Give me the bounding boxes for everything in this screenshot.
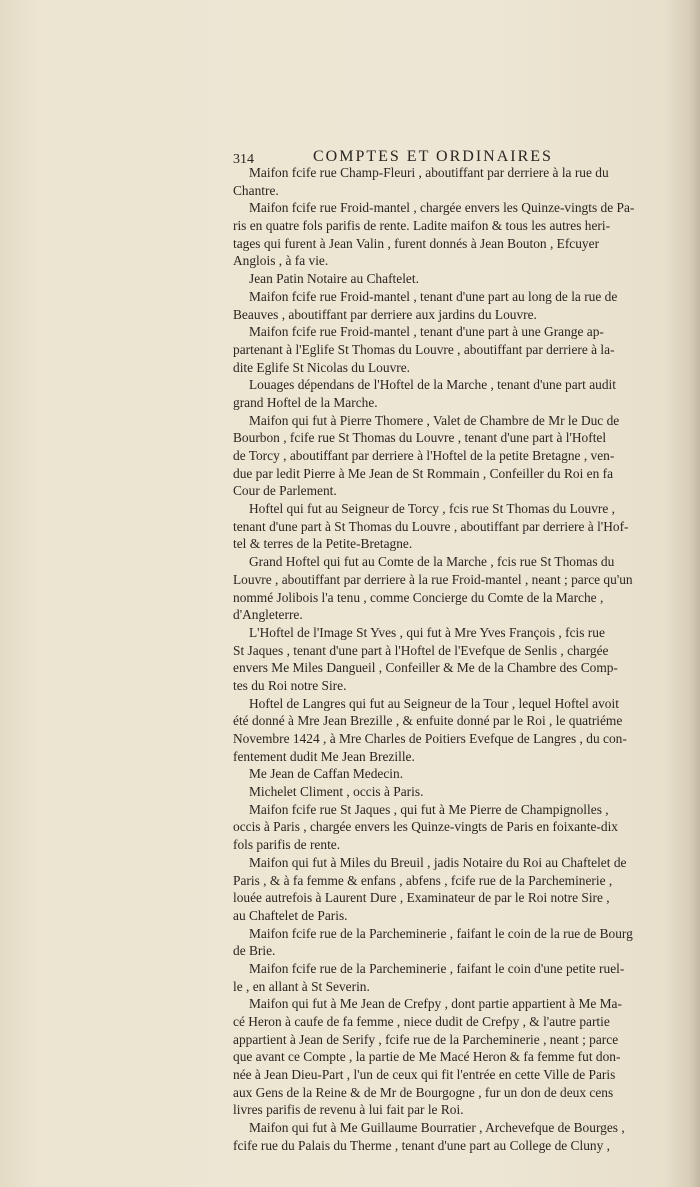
text-line: tes du Roi notre Sire. xyxy=(233,677,347,693)
text-line: Maifon fcife rue Froid-mantel , chargée envers les Quinze-vingts de Pa- xyxy=(249,200,635,216)
text-body xyxy=(233,164,669,1155)
text-line: Maifon fcife rue Froid-mantel , tenant d'une part au long de la rue de xyxy=(249,288,618,304)
text-line: de Brie. xyxy=(233,943,276,959)
text-line: fentement dudit Me Jean Brezille. xyxy=(233,748,415,764)
text-line: Maifon fcife rue de la Parcheminerie , faifant le coin d'une petite ruel- xyxy=(249,960,625,976)
text-line: tel & terres de la Petite-Bretagne. xyxy=(233,536,413,552)
text-line: Anglois , à fa vie. xyxy=(233,253,329,269)
text-line: Maifon qui fut à Me Jean de Crefpy , dont partie appartient à Me Ma- xyxy=(249,996,622,1012)
text-line: L'Hoftel de l'Image St Yves , qui fut à Mre Yves François , fcis rue xyxy=(249,624,605,640)
text-line: Chantre. xyxy=(233,182,279,198)
binding-shadow xyxy=(664,0,700,1187)
text-line: Maifon fcife rue St Jaques , qui fut à Me Pierre de Champignolles , xyxy=(249,801,609,817)
text-line: Maifon fcife rue Champ-Fleuri , aboutiffant par derriere à la rue du xyxy=(249,165,609,180)
text-line: Jean Patin Notaire au Chaftelet. xyxy=(249,271,419,287)
text-line: Paris , & à fa femme & enfans , abfens , fcife rue de la Parcheminerie , xyxy=(233,872,613,888)
text-line: fcife rue du Palais du Therme , tenant d'une part au College de Cluny , xyxy=(233,1137,610,1153)
text-line: fols parifis de rente. xyxy=(233,837,341,853)
text-line: Louages dépendans de l'Hoftel de la Marche , tenant d'une part audit xyxy=(249,377,616,393)
page-number: 314 xyxy=(233,152,254,167)
text-line: aux Gens de la Reine & de Mr de Bourgogne , fur un don de deux cens xyxy=(233,1084,614,1100)
text-line: Maifon fcife rue de la Parcheminerie , faifant le coin de la rue de Bourg xyxy=(249,925,633,941)
text-line: tages qui furent à Jean Valin , furent donnés à Jean Bouton , Efcuyer xyxy=(233,235,600,251)
text-line: grand Hoftel de la Marche. xyxy=(233,394,378,410)
text-line: St Jaques , tenant d'une part à l'Hoftel de l'Evefque de Senlis , chargée xyxy=(233,642,609,658)
text-line: que avant ce Compte , la partie de Me Macé Heron & fa femme fut don- xyxy=(233,1049,621,1065)
text-line: occis à Paris , chargée envers les Quinze-vingts de Paris en foixante-dix xyxy=(233,819,618,835)
text-line: Maifon qui fut à Me Guillaume Bourratier , Archevefque de Bourges , xyxy=(249,1120,625,1136)
text-line: Maifon fcife rue Froid-mantel , tenant d'une part à une Grange ap- xyxy=(249,324,604,340)
text-line: Beauves , aboutiffant par derriere aux jardins du Louvre. xyxy=(233,306,537,322)
text-line: envers Me Miles Dangueil , Confeiller & Me de la Chambre des Comp- xyxy=(233,660,618,676)
text-line: Cour de Parlement. xyxy=(233,483,337,499)
text-line: Novembre 1424 , à Mre Charles de Poitiers Evefque de Langres , du con- xyxy=(233,731,627,746)
running-title: COMPTES ET ORDINAIRES xyxy=(313,148,553,165)
text-line: Grand Hoftel qui fut au Comte de la Marche , fcis rue St Thomas du xyxy=(249,554,615,570)
text-line: cé Heron à caufe de fa femme , niece dudit de Crefpy , & l'autre partie xyxy=(233,1014,610,1029)
text-line: d'Angleterre. xyxy=(233,607,303,623)
text-line: appartient à Jean de Serify , fcife rue de la Parcheminerie , neant ; parce xyxy=(233,1031,619,1047)
text-line: Hoftel qui fut au Seigneur de Torcy , fcis rue St Thomas du Louvre , xyxy=(249,501,615,517)
text-line: Maifon qui fut à Pierre Thomere , Valet de Chambre de Mr le Duc de xyxy=(249,412,620,428)
text-line: nommé Jolibois l'a tenu , comme Concierge du Comte de la Marche , xyxy=(233,589,604,605)
text-line: née à Jean Dieu-Part , l'un de ceux qui fit l'entrée en cette Ville de Paris xyxy=(233,1067,616,1083)
text-line: livres parifis de revenu à lui fait par le Roi. xyxy=(233,1102,464,1118)
text-line: ris en quatre fols parifis de rente. Ladite maifon & tous les autres heri- xyxy=(233,218,611,234)
text-line: été donné à Mre Jean Brezille , & enfuite donné par le Roi , le quatriéme xyxy=(233,713,623,729)
text-line: Maifon qui fut à Miles du Breuil , jadis Notaire du Roi au Chaftelet de xyxy=(249,854,627,870)
text-line: Louvre , aboutiffant par derriere à la rue Froid-mantel , neant ; parce qu'un xyxy=(233,571,633,587)
text-line: Me Jean de Caffan Medecin. xyxy=(249,766,404,782)
text-line: louée autrefois à Laurent Dure , Examinateur de par le Roi notre Sire , xyxy=(233,890,610,906)
text-line: de Torcy , aboutiffant par derriere à l'Hoftel de la petite Bretagne , ven- xyxy=(233,448,615,463)
text-line: au Chaftelet de Paris. xyxy=(233,907,348,923)
text-line: due par ledit Pierre à Me Jean de St Rommain , Confeiller du Roi en fa xyxy=(233,465,614,481)
text-line: Hoftel de Langres qui fut au Seigneur de la Tour , lequel Hoftel avoit xyxy=(249,695,619,711)
text-line: dite Eglife St Nicolas du Louvre. xyxy=(233,359,411,375)
text-line: le , en allant à St Severin. xyxy=(233,978,370,994)
text-line: Michelet Climent , occis à Paris. xyxy=(249,784,424,800)
text-line: Bourbon , fcife rue St Thomas du Louvre , tenant d'une part à l'Hoftel xyxy=(233,430,607,446)
text-line: tenant d'une part à St Thomas du Louvre , aboutiffant par derriere à l'Hof- xyxy=(233,518,629,534)
text-line: partenant à l'Eglife St Thomas du Louvre , aboutiffant par derriere à la- xyxy=(233,341,615,357)
